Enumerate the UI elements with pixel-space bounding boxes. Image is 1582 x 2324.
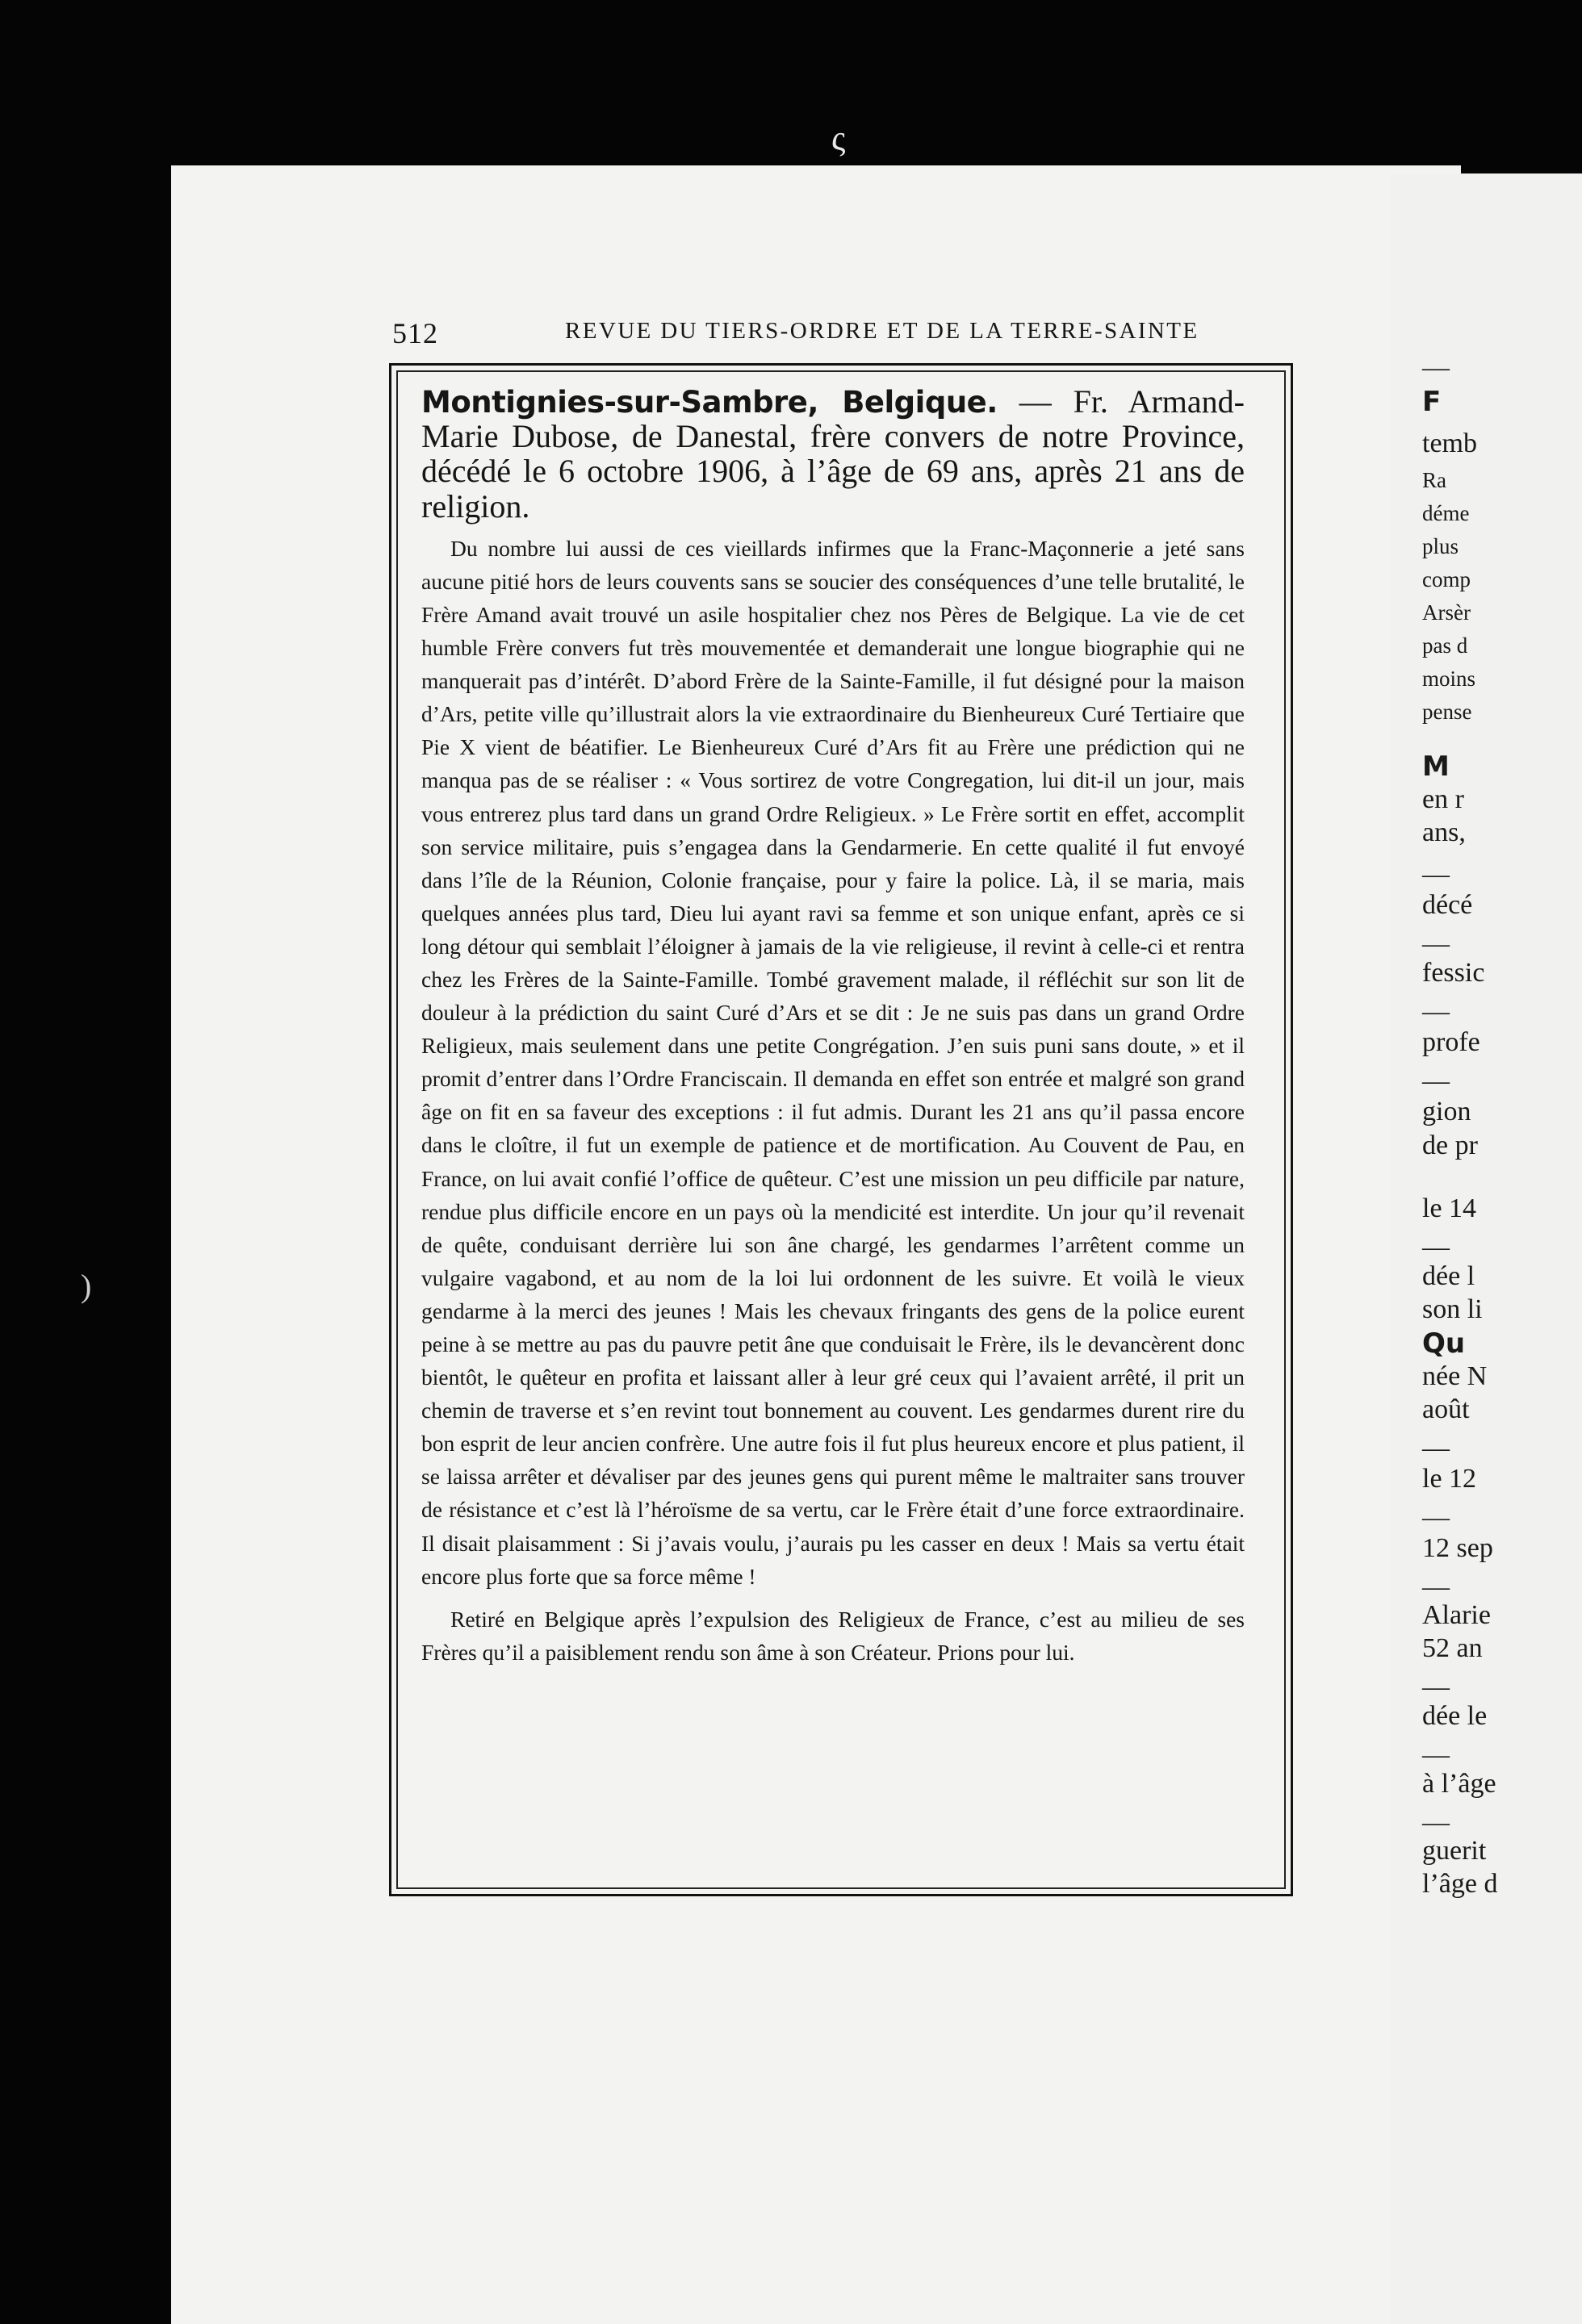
right-page-fragment: — <box>1422 1066 1450 1096</box>
right-page-fragment: — <box>1422 1672 1450 1702</box>
right-page-fragment: M <box>1422 750 1450 783</box>
right-page-fragment: l’âge d <box>1422 1869 1498 1899</box>
headline-rest: — Fr. Armand-Marie Dubose, de Danestal, frère convers de notre Province, décédé le 6 octobre 1906, à l’âge de 69 ans, après 21 ans de religion. <box>421 383 1245 525</box>
running-title: REVUE DU TIERS-ORDRE ET DE LA TERRE-SAINTE <box>565 318 1199 344</box>
obituary-article <box>421 384 1245 1669</box>
right-page-fragment: — <box>1422 859 1450 889</box>
right-page-fragment: fessic <box>1422 958 1485 988</box>
right-page-fragment: Qu <box>1422 1327 1466 1360</box>
obituary-closing: Retiré en Belgique après l’expulsion des Religieux de France, c’est au milieu de ses Frères qu’il a paisiblement rendu son âme à son Créateur. Prions pour lui. <box>421 1606 1245 1665</box>
right-page-fragment: plus <box>1422 534 1459 558</box>
right-page-fragment: née N <box>1422 1361 1488 1391</box>
right-page-fragment: dée l <box>1422 1261 1475 1291</box>
right-page-fragment: gion <box>1422 1097 1471 1126</box>
right-page-fragment: — <box>1422 1572 1450 1602</box>
right-page-fragment: son li <box>1422 1294 1483 1324</box>
right-page-fragment: moins <box>1422 667 1476 691</box>
right-page-fragment: — <box>1422 1808 1450 1837</box>
right-page-fragment: août <box>1422 1394 1470 1424</box>
right-page-edge <box>1390 173 1582 2324</box>
right-page-fragment: dée le <box>1422 1701 1488 1731</box>
right-page-fragment: pas d <box>1422 633 1468 658</box>
right-page-fragment: guerit <box>1422 1836 1487 1866</box>
right-page-fragment: Arsèr <box>1422 600 1471 625</box>
right-page-fragment: de pr <box>1422 1131 1478 1160</box>
right-page-fragment: en r <box>1422 784 1464 814</box>
place-name: Montignies-sur-Sambre, Belgique. <box>421 385 998 420</box>
margin-mark-left: ) <box>81 1268 92 1304</box>
right-page-fragment: comp <box>1422 567 1471 591</box>
right-page-fragment: Alarie <box>1422 1600 1491 1630</box>
page-number: 512 <box>392 317 438 349</box>
right-page-fragment: le 12 <box>1422 1464 1477 1494</box>
right-page-fragment: — <box>1422 929 1450 959</box>
right-page-fragment: — <box>1422 1740 1450 1770</box>
right-page-fragment: — <box>1422 1503 1450 1532</box>
obituary-headline <box>421 384 1245 524</box>
right-page-fragment: — <box>1422 1232 1450 1262</box>
right-page-fragment: déme <box>1422 501 1470 525</box>
right-page-fragment: profe <box>1422 1027 1480 1057</box>
right-page-fragment: 52 an <box>1422 1633 1483 1663</box>
right-page-fragment: — <box>1422 1433 1450 1463</box>
right-page-fragment: décé <box>1422 890 1473 920</box>
right-page-fragment: temb <box>1422 428 1477 458</box>
right-page-fragment: — <box>1422 353 1450 382</box>
right-page-fragment: pense <box>1422 700 1472 724</box>
obituary-body: Du nombre lui aussi de ces vieillards infirmes que la Franc-Maçonnerie a jeté sans aucune pitié hors de leurs couvents sans se soucier des conséquences d’une telle brutalité, le Frère Amand avait trouvé un asile hospitalier chez nos Pères de Belgique. La vie de cet humble Frère convers fut très mouvementée et demanderait une longue biographie qui ne manquerait pas d’intérêt. D’abord Frère de la Sainte-Famille, il fut désigné pour la maison d’Ars, petite ville qu’illustrait alors la vie extraordinaire du Bienheureux Curé Tertiaire que Pie X vient de béatifier. Le Bienheureux Curé d’Ars fit au Frère une prédiction qui ne manqua pas de se réaliser : « Vous sortirez de votre Congregation, lui dit-il un jour, mais vous entrerez plus tard dans un grand Ordre Religieux. » Le Frère sortit en effet, accomplit son service militaire, puis s’engagea dans la Gendarmerie. En cette qualité il fut envoyé dans l’île de la Réunion, Colonie française, pour y faire la police. Là, il se maria, mais quelques années plus tard, Dieu lui ayant ravi sa femme et son unique enfant, après ce si long détour qui semblait l’éloigner à jamais de la vie religieuse, il revint à celle-ci et rentra chez les Frères de la Sainte-Famille. Tombé gravement malade, il réfléchit sur son lit de douleur à la prédiction du saint Curé d’Ars et se dit : Je ne suis pas dans un grand Ordre Religieux, mais seulement dans une petite Congrégation. J’en suis puni sans doute, » et il promit d’entrer dans l’Ordre Franciscain. Il demanda en effet son entrée et malgré son grand âge on fit en sa faveur des exceptions : il fut admis. Durant les 21 ans qu’il passa encore dans le cloître, il fut un exemple de patience et de mortification. Au Couvent de Pau, en France, on lui avait confié l’office de quêteur. C’est une mission un peu difficile par nature, rendue plus difficile encore en un pays où la mendicité est interdite. Un jour qu’il revenait de quête, conduisant derrière lui son âne chargé, les gendarmes l’arrêtent comme un vulgaire vagabond, et au nom de la loi lui ordonnent de les suivre. Et voilà le vieux gendarme à la merci des jeunes ! Mais les chevaux fringants des gens de la police eurent peine à se mettre au pas du pauvre petit âne que conduisait le Frère, ils le devancèrent donc bientôt, le quêteur en profita et laissant aller à leur gré ceux qui l’avaient arrêté, il prit un chemin de traverse et s’en revint tout bonnement au couvent. Les gendarmes durent rire du bon esprit de leur ancien confrère. Une autre fois il fut plus heureux encore et plus patient, il se laissa arrêter et dévaliser par des jeunes gens qui purent même le maltraiter sans trouver de résistance et c’est là l’héroïsme de sa vertu, car le Frère était d’une force extraordinaire. Il disait plaisamment : Si j’avais voulu, j’aurais pu les casser en deux ! Mais sa vertu était encore plus forte que sa force même ! <box>421 535 1245 1589</box>
right-page-fragment: Ra <box>1422 468 1446 492</box>
right-page-fragment: 12 sep <box>1422 1533 1493 1563</box>
right-page-fragment: à l’âge <box>1422 1769 1496 1799</box>
right-page-fragment: le 14 <box>1422 1193 1477 1223</box>
right-page-fragment: ans, <box>1422 817 1466 847</box>
margin-mark: ς <box>831 119 846 158</box>
right-page-fragment: — <box>1422 997 1450 1026</box>
right-page-fragment: F <box>1422 386 1442 418</box>
